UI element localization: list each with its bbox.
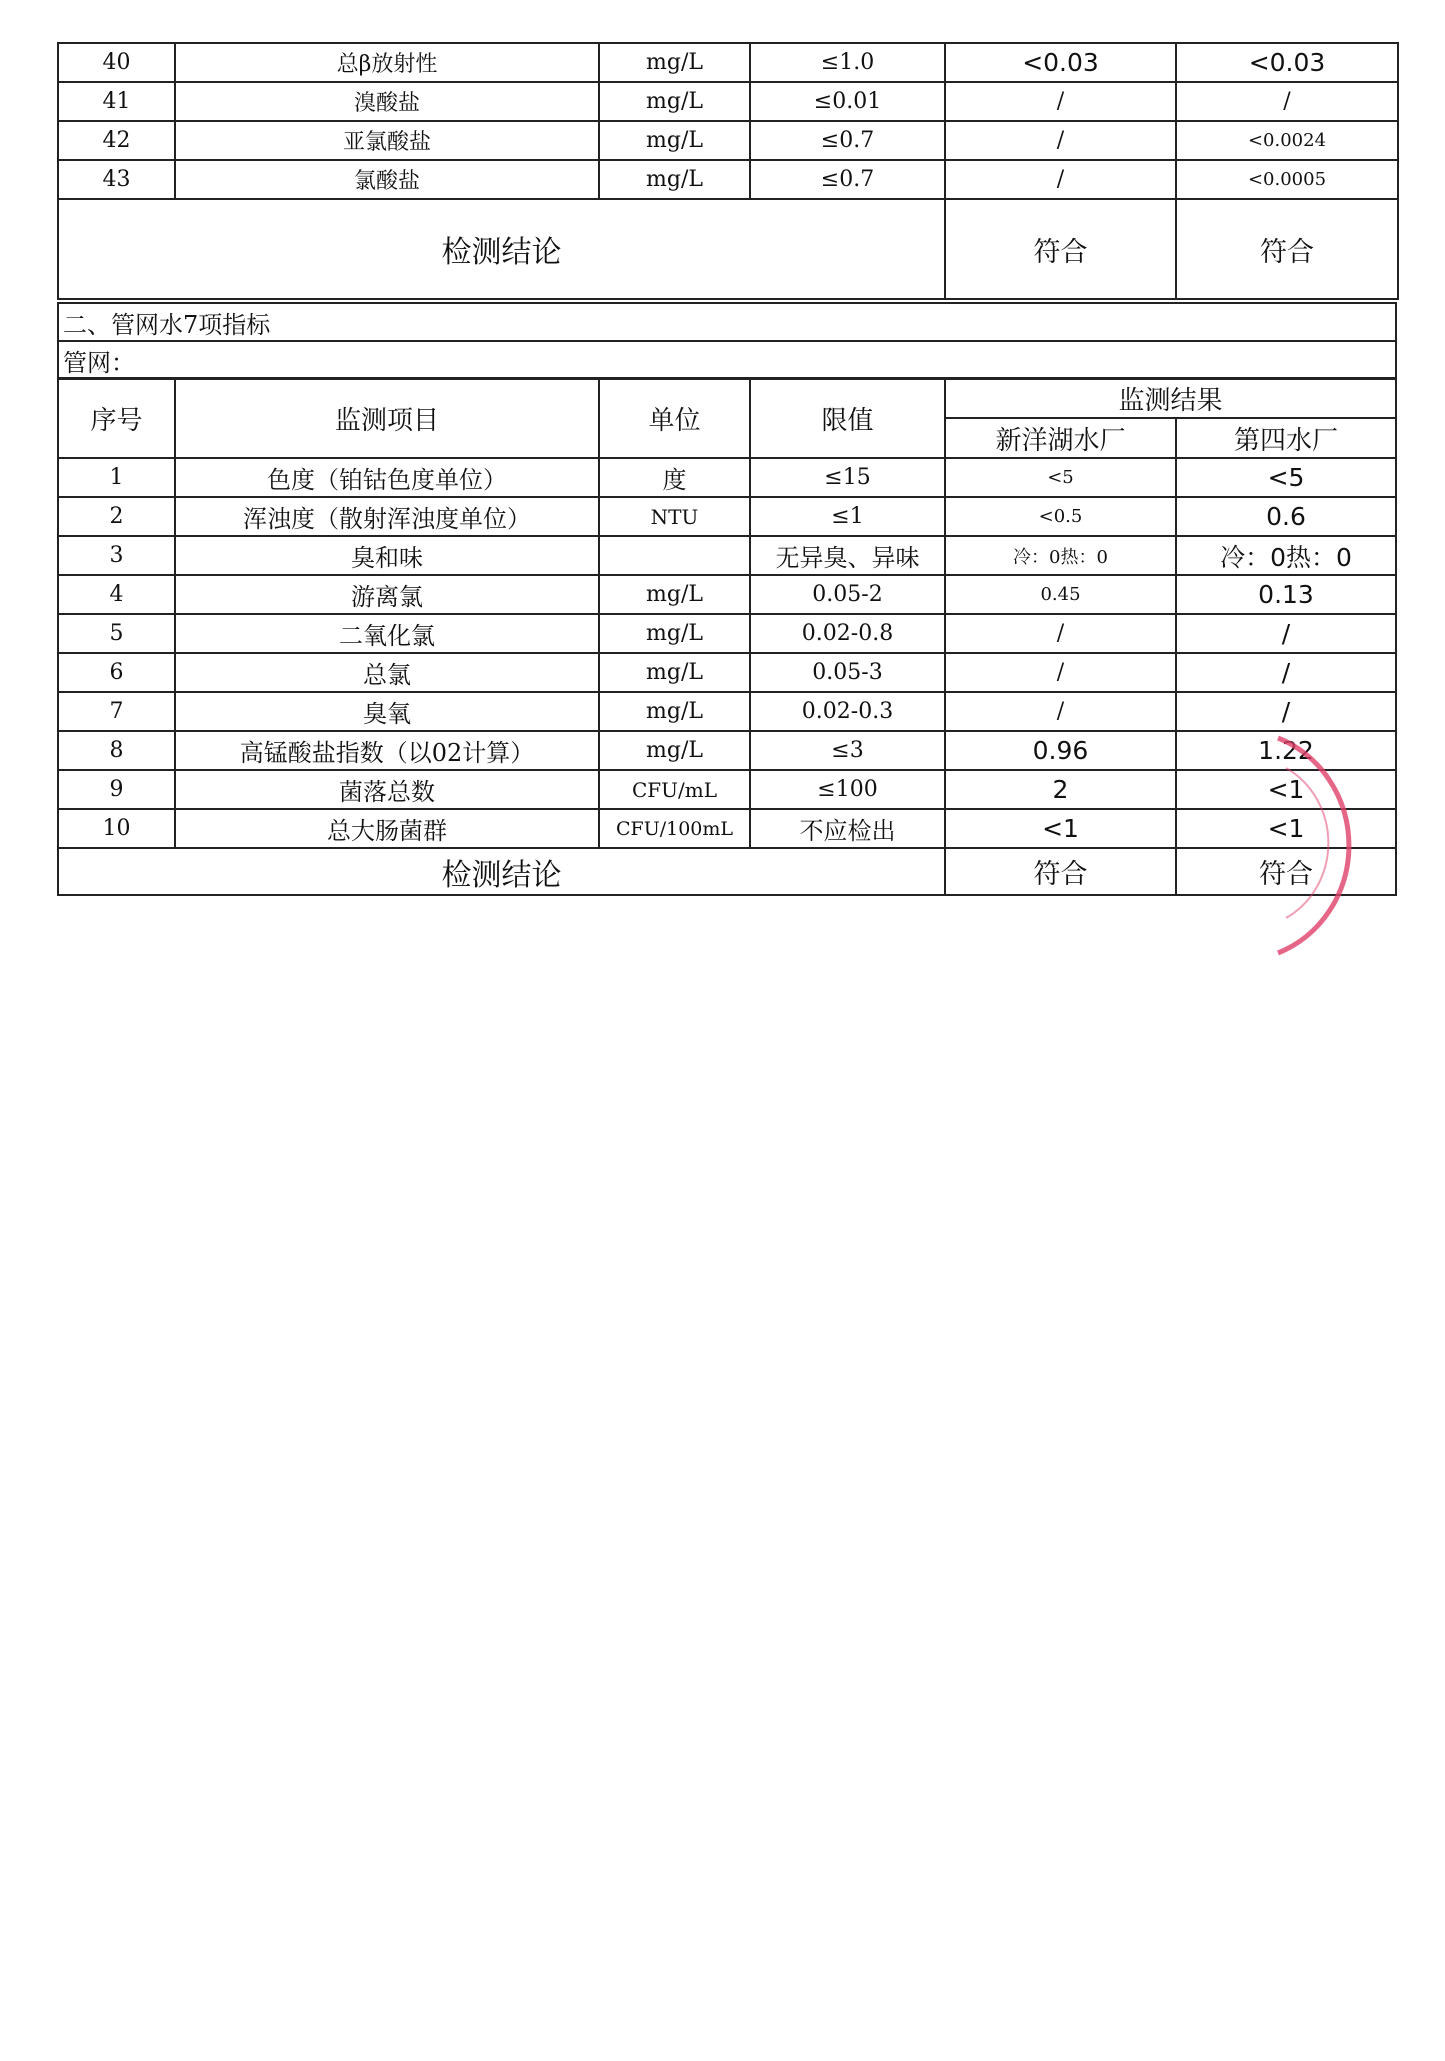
table-row	[58, 614, 1396, 653]
limit: 0.05-3	[750, 653, 945, 692]
row-number: 9	[58, 770, 175, 809]
unit: CFU/mL	[599, 770, 750, 809]
limit: ≤1.0	[750, 43, 945, 82]
result-plant2: /	[1176, 653, 1396, 692]
row-number: 2	[58, 497, 175, 536]
limit: ≤0.7	[750, 160, 945, 199]
item-name: 浑浊度（散射浑浊度单位）	[175, 497, 599, 536]
result-plant2: 0.6	[1176, 497, 1396, 536]
row-number: 6	[58, 653, 175, 692]
limit: 0.02-0.8	[750, 614, 945, 653]
unit: NTU	[599, 497, 750, 536]
pipe-network-table	[57, 377, 1397, 896]
unit: 度	[599, 458, 750, 497]
conclusion-plant2: 符合	[1176, 199, 1398, 299]
section-title: 二、管网水7项指标	[58, 303, 1396, 341]
unit: mg/L	[599, 692, 750, 731]
result-plant1: /	[945, 121, 1176, 160]
row-number: 42	[58, 121, 175, 160]
table-row	[58, 458, 1396, 497]
table-row	[58, 160, 1398, 199]
conclusion-plant2: 符合	[1176, 848, 1396, 895]
limit: ≤0.01	[750, 82, 945, 121]
limit: ≤1	[750, 497, 945, 536]
result-plant1: /	[945, 692, 1176, 731]
limit: ≤3	[750, 731, 945, 770]
table-row	[58, 653, 1396, 692]
result-plant1: 0.96	[945, 731, 1176, 770]
header-item: 监测项目	[175, 378, 599, 458]
row-number: 41	[58, 82, 175, 121]
limit: ≤0.7	[750, 121, 945, 160]
section-header-table	[57, 302, 1397, 380]
unit: mg/L	[599, 82, 750, 121]
result-plant1: /	[945, 160, 1176, 199]
table-row	[58, 692, 1396, 731]
unit: mg/L	[599, 43, 750, 82]
table-row	[58, 575, 1396, 614]
row-number: 8	[58, 731, 175, 770]
result-plant1: 冷：0热：0	[945, 536, 1176, 575]
item-name: 色度（铂钴色度单位）	[175, 458, 599, 497]
table-row	[58, 43, 1398, 82]
conclusion-plant1: 符合	[945, 199, 1176, 299]
result-plant2: 冷：0热：0	[1176, 536, 1396, 575]
item-name: 总β放射性	[175, 43, 599, 82]
result-plant2: <1	[1176, 770, 1396, 809]
unit	[599, 536, 750, 575]
result-plant2: <5	[1176, 458, 1396, 497]
row-number: 3	[58, 536, 175, 575]
result-plant1: <0.5	[945, 497, 1176, 536]
result-plant1: <1	[945, 809, 1176, 848]
unit: mg/L	[599, 121, 750, 160]
row-number: 10	[58, 809, 175, 848]
table-row	[58, 497, 1396, 536]
item-name: 高锰酸盐指数（以02计算）	[175, 731, 599, 770]
header-plant2: 第四水厂	[1176, 418, 1396, 458]
item-name: 臭氧	[175, 692, 599, 731]
row-number: 43	[58, 160, 175, 199]
conclusion-row	[58, 199, 1398, 299]
item-name: 菌落总数	[175, 770, 599, 809]
result-plant2: /	[1176, 82, 1398, 121]
table-row	[58, 731, 1396, 770]
item-name: 总氯	[175, 653, 599, 692]
result-plant2: /	[1176, 614, 1396, 653]
table-row	[58, 82, 1398, 121]
conclusion-label: 检测结论	[58, 199, 945, 299]
item-name: 亚氯酸盐	[175, 121, 599, 160]
conclusion-row	[58, 848, 1396, 895]
result-plant2: <1	[1176, 809, 1396, 848]
item-name: 臭和味	[175, 536, 599, 575]
unit: mg/L	[599, 614, 750, 653]
unit: CFU/100mL	[599, 809, 750, 848]
unit: mg/L	[599, 731, 750, 770]
unit: mg/L	[599, 653, 750, 692]
result-plant1: /	[945, 614, 1176, 653]
header-unit: 单位	[599, 378, 750, 458]
limit: ≤100	[750, 770, 945, 809]
result-plant2: <0.03	[1176, 43, 1398, 82]
item-name: 总大肠菌群	[175, 809, 599, 848]
header-no: 序号	[58, 378, 175, 458]
result-plant2: 1.22	[1176, 731, 1396, 770]
limit: 0.05-2	[750, 575, 945, 614]
unit: mg/L	[599, 160, 750, 199]
row-number: 7	[58, 692, 175, 731]
result-plant1: <0.03	[945, 43, 1176, 82]
item-name: 氯酸盐	[175, 160, 599, 199]
result-plant1: 0.45	[945, 575, 1176, 614]
conclusion-plant1: 符合	[945, 848, 1176, 895]
item-name: 溴酸盐	[175, 82, 599, 121]
result-plant2: /	[1176, 692, 1396, 731]
section-subtitle: 管网：	[58, 341, 1396, 379]
result-plant2: <0.0024	[1176, 121, 1398, 160]
row-number: 4	[58, 575, 175, 614]
limit: ≤15	[750, 458, 945, 497]
table-row	[58, 809, 1396, 848]
result-plant1: 2	[945, 770, 1176, 809]
table-row	[58, 536, 1396, 575]
limit: 0.02-0.3	[750, 692, 945, 731]
limit: 不应检出	[750, 809, 945, 848]
row-number: 1	[58, 458, 175, 497]
unit: mg/L	[599, 575, 750, 614]
table-row	[58, 770, 1396, 809]
header-row	[58, 378, 1396, 418]
result-plant2: <0.0005	[1176, 160, 1398, 199]
water-quality-table-part1	[57, 42, 1399, 300]
conclusion-label: 检测结论	[58, 848, 945, 895]
header-limit: 限值	[750, 378, 945, 458]
result-plant1: <5	[945, 458, 1176, 497]
result-plant1: /	[945, 653, 1176, 692]
limit: 无异臭、异味	[750, 536, 945, 575]
result-plant2: 0.13	[1176, 575, 1396, 614]
item-name: 二氧化氯	[175, 614, 599, 653]
header-result: 监测结果	[945, 378, 1396, 418]
row-number: 40	[58, 43, 175, 82]
result-plant1: /	[945, 82, 1176, 121]
header-plant1: 新洋湖水厂	[945, 418, 1176, 458]
table-row	[58, 121, 1398, 160]
item-name: 游离氯	[175, 575, 599, 614]
row-number: 5	[58, 614, 175, 653]
